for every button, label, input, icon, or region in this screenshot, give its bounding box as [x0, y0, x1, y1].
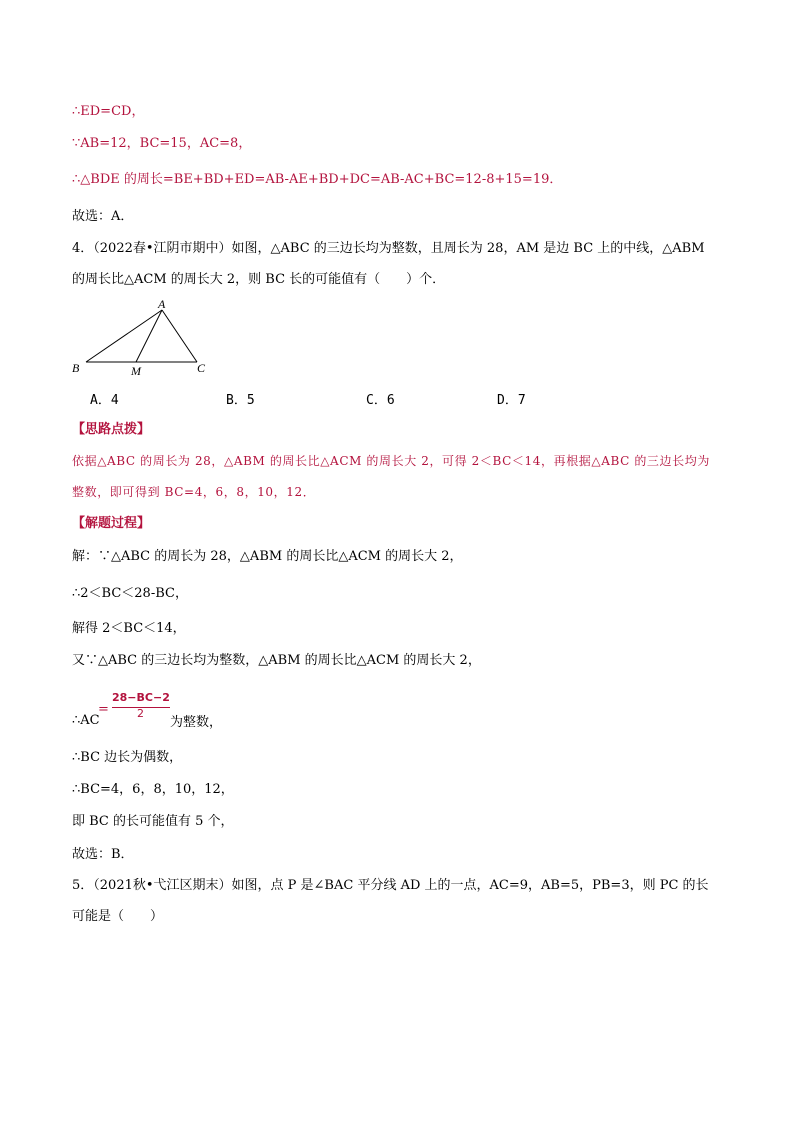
option-b: B．5: [226, 393, 255, 408]
question-5-line-2: 可能是（ ）: [72, 909, 164, 924]
fraction-numerator: 28−BC−2: [112, 691, 170, 704]
question-5-line-1: 5．（2021秋•弋江区期末）如图，点 P 是∠BAC 平分线 AD 上的一点，AC=9，AB=5，PB=3，则 PC 的长: [72, 878, 709, 893]
text-line: ∴ED=CD，: [72, 104, 145, 119]
solution-line: ∴BC 边长为偶数，: [72, 750, 183, 765]
side-ab: [86, 310, 162, 362]
fraction-denominator: 2: [137, 707, 144, 720]
text-line: ∴△BDE 的周长=BE+BD+ED=AB-AE+BD+DC=AB-AC+BC=12-8+15=19．: [72, 172, 563, 187]
solution-line: 解：∵△ABC 的周长为 28，△ABM 的周长比△ACM 的周长大 2，: [72, 549, 463, 564]
text-line: ∵AB=12，BC=15，AC=8，: [72, 136, 252, 151]
solution-line-prefix: ∴AC: [72, 713, 100, 728]
text-line: 故选：A．: [72, 209, 134, 224]
solution-line: ∴BC=4，6，8，10，12，: [72, 782, 234, 797]
median-am: [136, 310, 162, 362]
solution-line: 即 BC 的长可能值有 5 个，: [72, 814, 234, 829]
hint-line-1: 依据△ABC 的周长为 28，△ABM 的周长比△ACM 的周长大 2，可得 2＜BC＜14，再根据△ABC 的三边长均为: [72, 454, 710, 468]
solution-heading: 【解题过程】: [72, 516, 151, 531]
solution-line-suffix: 为整数，: [170, 715, 223, 730]
equals-sign: =: [98, 702, 109, 717]
solution-line: 故选：B．: [72, 847, 134, 862]
hint-line-2: 整数，即可得到 BC=4，6，8，10，12．: [72, 485, 316, 499]
solution-line: 解得 2＜BC＜14，: [72, 621, 186, 636]
option-c: C．6: [366, 393, 395, 408]
fraction: [112, 691, 172, 723]
option-d: D．7: [497, 393, 526, 408]
label-a: A: [158, 297, 166, 311]
question-4-line-2: 的周长比△ACM 的周长大 2，则 BC 长的可能值有（ ）个．: [72, 272, 446, 287]
label-b: B: [72, 361, 80, 375]
label-m: M: [131, 364, 141, 378]
label-c: C: [197, 361, 206, 375]
side-ac: [162, 310, 197, 362]
option-a: A．4: [90, 393, 119, 408]
solution-line: ∴2＜BC＜28-BC，: [72, 586, 188, 601]
hint-heading: 【思路点拨】: [72, 422, 151, 437]
solution-line: 又∵△ABC 的三边长均为整数，△ABM 的周长比△ACM 的周长大 2，: [72, 653, 481, 668]
triangle-figure: [70, 296, 220, 380]
question-4-line-1: 4．（2022春•江阴市期中）如图，△ABC 的三边长均为整数，且周长为 28，AM 是边 BC 上的中线，△ABM: [72, 241, 705, 256]
